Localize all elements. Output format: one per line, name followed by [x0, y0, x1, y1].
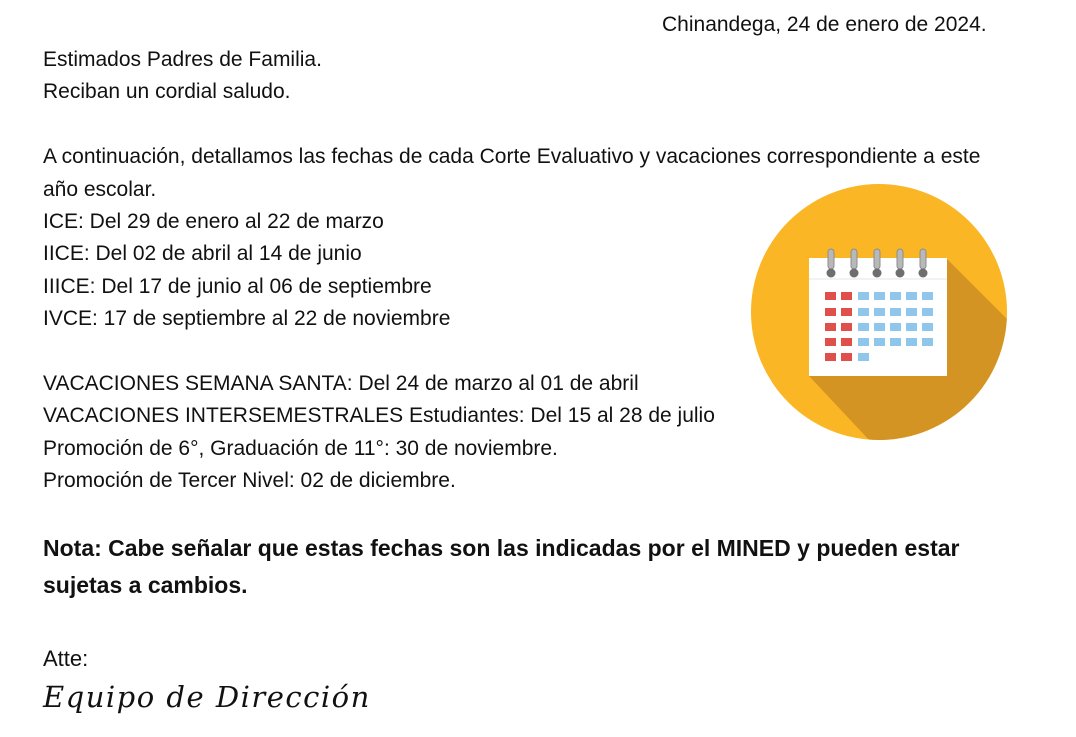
calendar-ring-hole: [919, 269, 928, 278]
calendar-day-cell: [874, 338, 885, 346]
event-item: Promoción de Tercer Nivel: 02 de diciembre.: [43, 469, 456, 493]
calendar-day-cell: [906, 323, 917, 331]
intro-paragraph: A continuación, detallamos las fechas de cada Corte Evaluativo y vacaciones correspondiente a este año escolar.: [43, 145, 981, 201]
calendar-day-cell: [841, 353, 852, 361]
calendar-ring-hole: [850, 269, 859, 278]
corte-item: ICE: Del 29 de enero al 22 de marzo: [43, 210, 384, 234]
event-item: VACACIONES SEMANA SANTA: Del 24 de marzo al 01 de abril: [43, 372, 639, 396]
calendar-ring: [920, 249, 926, 269]
calendar-day-cell: [890, 308, 901, 316]
calendar-ring: [874, 249, 880, 269]
calendar-day-cell: [858, 338, 869, 346]
calendar-day-cell: [858, 292, 869, 300]
calendar-day-cell: [825, 338, 836, 346]
calendar-day-cell: [906, 292, 917, 300]
corte-item: IICE: Del 02 de abril al 14 de junio: [43, 242, 362, 266]
calendar-ring: [828, 249, 834, 269]
event-item: VACACIONES INTERSEMESTRALES Estudiantes: Del 15 al 28 de julio: [43, 404, 715, 428]
calendar-day-cell: [890, 292, 901, 300]
calendar-day-cell: [841, 308, 852, 316]
corte-item: IIICE: Del 17 de junio al 06 de septiembre: [43, 274, 432, 298]
calendar-day-cell: [874, 292, 885, 300]
calendar-day-cell: [841, 338, 852, 346]
calendar-day-cell: [825, 323, 836, 331]
calendar-day-cell: [906, 308, 917, 316]
calendar-ring-hole: [827, 269, 836, 278]
spacer: [43, 109, 1023, 141]
calendar-day-cell: [890, 338, 901, 346]
signature: Equipo de Dirección: [43, 680, 371, 714]
calendar-ring-hole: [896, 269, 905, 278]
greeting-line: Reciban un cordial saludo.: [43, 80, 291, 104]
corte-item: IVCE: 17 de septiembre al 22 de noviembre: [43, 307, 451, 331]
calendar-day-cell: [922, 323, 933, 331]
calendar-icon: [750, 183, 1008, 441]
calendar-day-cell: [841, 292, 852, 300]
calendar-day-cell: [922, 338, 933, 346]
calendar-day-cell: [858, 323, 869, 331]
calendar-day-cell: [874, 323, 885, 331]
calendar-ring: [851, 249, 857, 269]
calendar-ring-hole: [873, 269, 882, 278]
note-paragraph: Nota: Cabe señalar que estas fechas son las indicadas por el MINED y pueden estar sujetas a cambios.: [43, 535, 960, 598]
calendar-day-cell: [906, 338, 917, 346]
calendar-day-cell: [922, 308, 933, 316]
greeting-line: Estimados Padres de Familia.: [43, 48, 322, 71]
calendar-day-cell: [890, 323, 901, 331]
calendar-day-cell: [825, 308, 836, 316]
calendar-day-cell: [841, 323, 852, 331]
calendar-day-cell: [922, 292, 933, 300]
closing-text: Atte:: [43, 646, 89, 671]
calendar-ring: [897, 249, 903, 269]
calendar-day-cell: [858, 308, 869, 316]
letter-date: Chinandega, 24 de enero de 2024.: [662, 13, 987, 36]
calendar-day-cell: [825, 292, 836, 300]
event-item: Promoción de 6°, Graduación de 11°: 30 de noviembre.: [43, 436, 558, 460]
calendar-day-cell: [825, 353, 836, 361]
calendar-day-cell: [874, 308, 885, 316]
calendar-day-cell: [858, 353, 869, 361]
